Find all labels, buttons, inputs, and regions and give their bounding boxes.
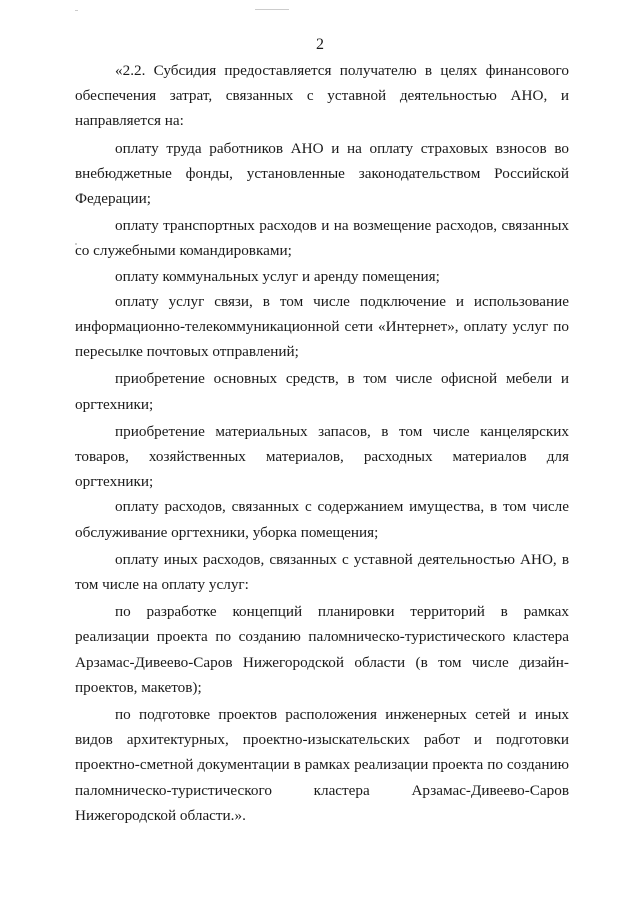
page-number: 2 (316, 36, 324, 53)
paragraph-communication: оплату услуг связи, в том числе подключение и использование информационно-телекоммуникационной сети «Интернет», оплату услуг по пересылке почтовых отправлений; (75, 292, 569, 361)
paragraph-subsidy-intro: «2.2. Субсидия предоставляется получателю в целях финансового обеспечения затрат, связанных с уставной деятельностью АНО, и направляется на: (75, 62, 569, 130)
paragraph-planning-concepts: по разработке концепций планировки территорий в рамках реализации проекта по созданию паломническо-туристического кластера Арзамас-Дивеево-Саров Нижегородской области (в том числе дизайн-проектов, макетов); (75, 603, 569, 696)
document-body (75, 58, 569, 828)
paragraph-other-expenses: оплату иных расходов, связанных с уставной деятельностью АНО, в том числе на оплату услуг: (75, 550, 569, 594)
paragraph-fixed-assets: приобретение основных средств, в том числе офисной мебели и оргтехники; (75, 370, 569, 413)
scan-mark (255, 9, 289, 10)
paragraph-labor-payment: оплату труда работников АНО и на оплату страховых взносов во внебюджетные фонды, установленные законодательством Российской Федерации; (75, 139, 569, 208)
scan-mark (75, 10, 78, 11)
paragraph-transport-costs: оплату транспортных расходов и на возмещение расходов, связанных со служебными командировками; (75, 217, 569, 260)
paragraph-material-stocks: приобретение материальных запасов, в том числе канцелярских товаров, хозяйственных материалов, расходных материалов для оргтехники; (75, 422, 569, 491)
paragraph-engineering-networks: по подготовке проектов расположения инженерных сетей и иных видов архитектурных, проектно-изыскательских работ и подготовки проектно-сметной документации в рамках реализации проекта по созданию паломническо-туристического кластера Арзамас-Дивеево-Саров Нижегородской области.». (75, 706, 569, 824)
paragraph-property-maintenance: оплату расходов, связанных с содержанием имущества, в том числе обслуживание оргтехники, уборка помещения; (75, 498, 569, 541)
paragraph-utilities: оплату коммунальных услуг и аренду помещения; (115, 267, 440, 285)
